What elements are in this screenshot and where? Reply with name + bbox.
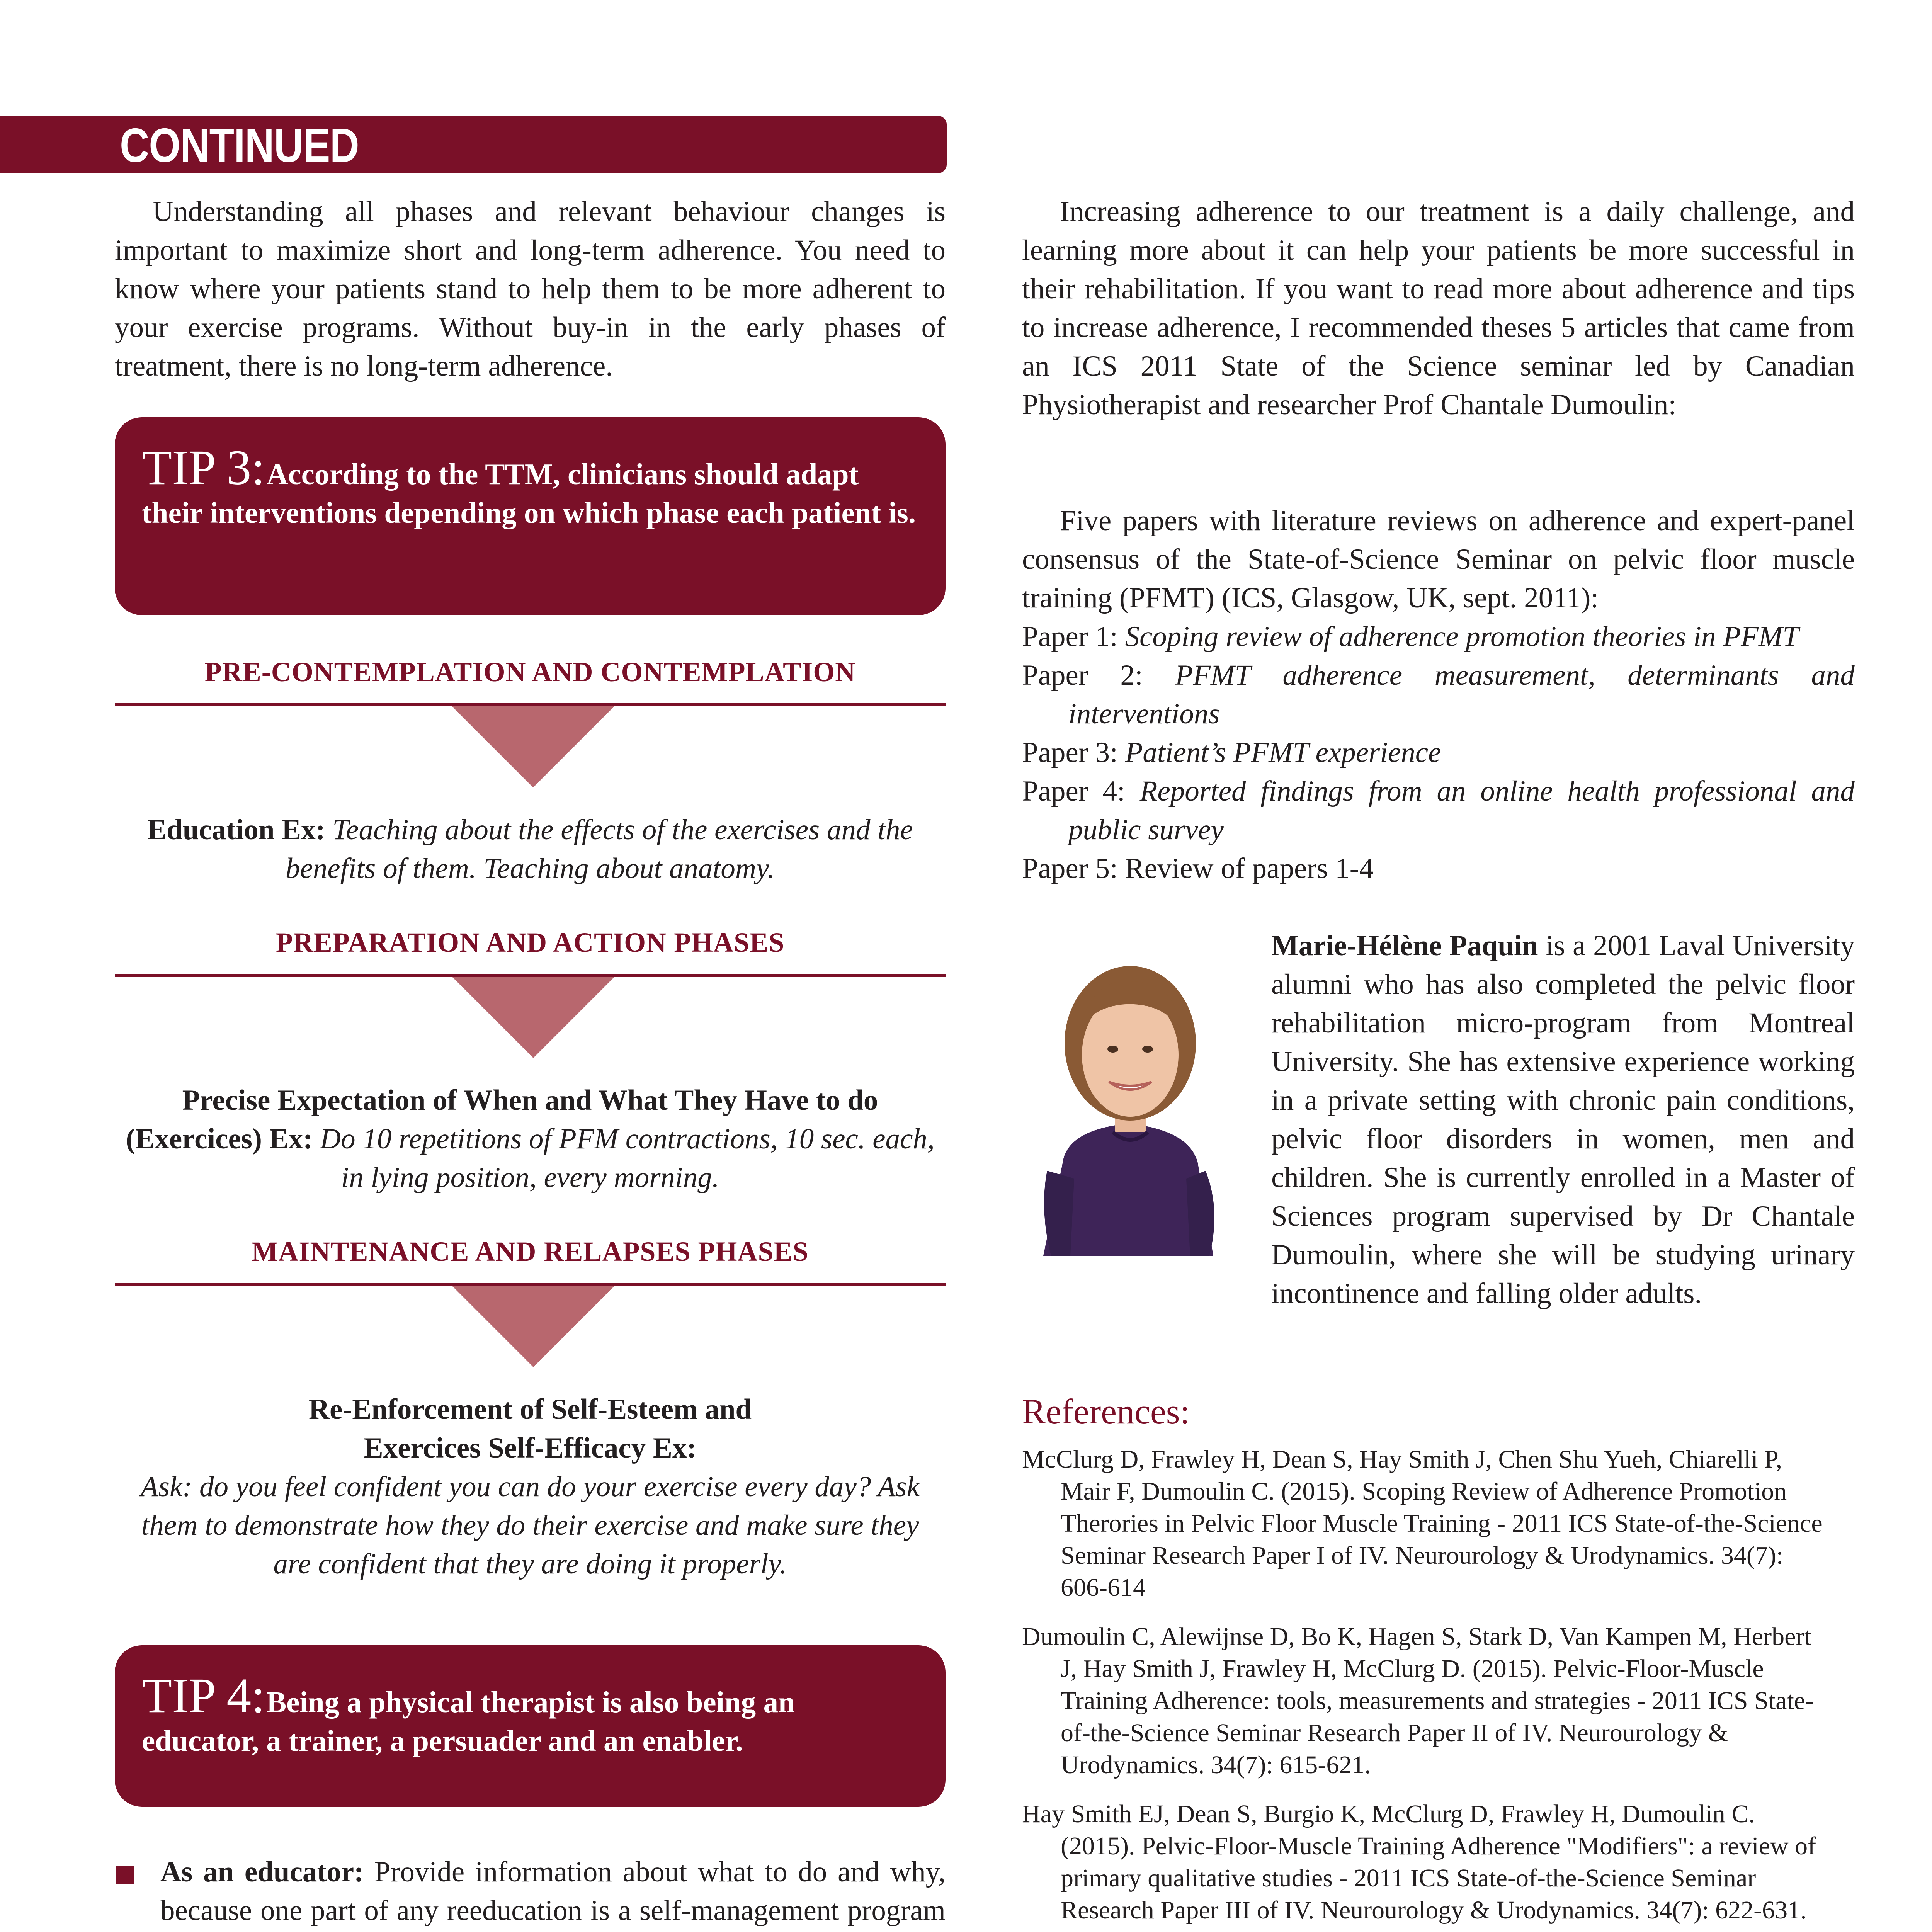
list-item <box>1022 733 1855 772</box>
paper-title: Reported findings from an online health professional and public survey <box>1068 775 1855 846</box>
paper-title: Scoping review of adherence promotion theories in PFMT <box>1125 621 1799 653</box>
phase-2-arrow <box>452 977 614 1058</box>
bio-name: Marie-Hélène Paquin <box>1271 930 1538 962</box>
reference-item: McClurg D, Frawley H, Dean S, Hay Smith J, Chen Shu Yueh, Chiarelli P, Mair F, Dumoulin C. (2015). Scoping Review of Adherence Promotion Therories in Pelvic Floor Muscle Training - 2011 ICS State-of-the-Science Seminar Research Paper I of IV. Neurourology & Urodynamics. 34(7): 606-614 <box>1022 1445 1823 1602</box>
paper-title: Patient’s PFMT experience <box>1125 736 1441 769</box>
tip3-box <box>115 417 946 615</box>
phase-1-heading: PRE-CONTEMPLATION AND CONTEMPLATION <box>204 656 856 687</box>
tip4-text: Being a physical therapist is also being an educator, a trainer, a persuader and an enabler. <box>142 1685 795 1757</box>
bio-block <box>1271 927 1855 1313</box>
tip3-label: TIP 3: <box>142 440 265 495</box>
list-item <box>115 1853 946 1932</box>
reference-item: Hay Smith EJ, Dean S, Burgio K, McClurg D, Frawley H, Dumoulin C. (2015). Pelvic-Floor-Muscle Training Adherence "Modifiers": a review of primary qualitative studies - 2011 ICS State-of-the-Science Seminar Research Paper III of IV. Neurourology & Urodynamics. 34(7): 622-631. <box>1022 1800 1816 1924</box>
references-title: References: <box>1022 1392 1190 1431</box>
phase-3-lead: Re-Enforcement of Self-Esteem and Exercices Self-Efficacy Ex: <box>308 1393 752 1464</box>
right-intro <box>1022 192 1855 424</box>
paper-label: Paper 1: <box>1022 621 1118 653</box>
phase-2-rule <box>115 974 946 977</box>
left-intro <box>115 192 946 386</box>
phase-1-arrow <box>452 706 614 787</box>
left-intro-text: Understanding all phases and relevant behaviour changes is important to maximize short and long-term adherence. You need to know where your patients stand to help them to be more adherent to your exercise programs. Without buy-in in the early phases of treatment, there is no long-term adherence. <box>115 196 946 382</box>
reference-item: Dumoulin C, Alewijnse D, Bo K, Hagen S, Stark D, Van Kampen M, Herbert J, Hay Smith J, Frawley H, McClurg D. (2015). Pelvic-Floor-Muscle Training Adherence: tools, measurements and strategies - 2011 ICS State-of-the-Science Seminar Research Paper II of IV. Neurourology & Urodynamics. 34(7): 615-621. <box>1022 1622 1814 1779</box>
role-text: Provide information about what to do and why, because one part of any reeducation is a self-management program <box>160 1856 946 1927</box>
right-intro-text: Increasing adherence to our treatment is a daily challenge, and learning more about it can help your patients be more successful in their rehabilitation. If you want to read more about adherence and tips to increase adherence, I recommended theses 5 articles that came from an ICS 2011 State of the Science seminar led by Canadian Physiotherapist and researcher Prof Chantale Dumoulin: <box>1022 196 1855 421</box>
phase-3-heading: MAINTENANCE AND RELAPSES PHASES <box>252 1236 809 1267</box>
phase-1-lead: Education Ex: <box>147 814 325 846</box>
paper-label: Paper 5: <box>1022 852 1118 884</box>
list-item <box>1022 617 1855 656</box>
five-papers-text: Five papers with literature reviews on adherence and expert-panel consensus of the State-of-Science Seminar on pelvic floor muscle training (PFMT) (ICS, Glasgow, UK, sept. 2011): <box>1022 505 1855 614</box>
paper-label: Paper 3: <box>1022 736 1118 769</box>
phase-3-example <box>115 1390 946 1583</box>
phase-1-rule <box>115 703 946 706</box>
phase-2-lead: Precise Expectation of When and What They Have to do (Exercices) Ex: <box>126 1084 878 1155</box>
paper-label: Paper 4: <box>1022 775 1125 807</box>
tip3-text: According to the TTM, clinicians should adapt their interventions depending on which phase each patient is. <box>142 457 916 529</box>
phase-3-arrow <box>452 1286 614 1367</box>
role-label: As an educator: <box>160 1856 364 1888</box>
list-item <box>1022 772 1855 849</box>
phase-2-heading: PREPARATION AND ACTION PHASES <box>276 927 785 958</box>
paper-title: PFMT adherence measurement, determinants and interventions <box>1068 659 1855 730</box>
continued-banner <box>0 116 947 173</box>
list-item <box>1022 656 1855 733</box>
references-list <box>1022 1443 1833 1932</box>
banner-title: CONTINUED <box>120 119 359 172</box>
phase-1-example <box>115 811 946 888</box>
list-item <box>1022 849 1855 888</box>
tip4-label: TIP 4: <box>142 1668 265 1723</box>
phase-2-example <box>115 1081 946 1197</box>
bullet-square <box>116 1866 134 1884</box>
paper-label: Paper 2: <box>1022 659 1143 691</box>
author-photo <box>1005 931 1252 1256</box>
tip4-box <box>115 1645 946 1807</box>
bio-paragraph <box>1271 927 1855 1313</box>
phase-1-text: Teaching about the effects of the exercises and the benefits of them. Teaching about anatomy. <box>286 814 913 884</box>
phase-3-rule <box>115 1283 946 1286</box>
roles-list <box>115 1853 946 1932</box>
paper-title: Review of papers 1-4 <box>1125 852 1374 884</box>
papers-block <box>1022 502 1855 888</box>
phase-3-text: Ask: do you feel confident you can do your exercise every day? Ask them to demonstrate how they do their exercise and make sure they are confident that they are doing it properly. <box>141 1471 920 1580</box>
phase-2-text: Do 10 repetitions of PFM contractions, 10 sec. each, in lying position, every morning. <box>320 1123 935 1194</box>
bio-text: is a 2001 Laval University alumni who has also completed the pelvic floor rehabilitation micro-program from Montreal University. She has extensive experience working in a private setting with chronic pain conditions, pelvic floor disorders in women, men and children. She is currently enrolled in a Master of Sciences program supervised by Dr Chantale Dumoulin, where she will be studying urinary incontinence and falling older adults. <box>1271 930 1855 1310</box>
